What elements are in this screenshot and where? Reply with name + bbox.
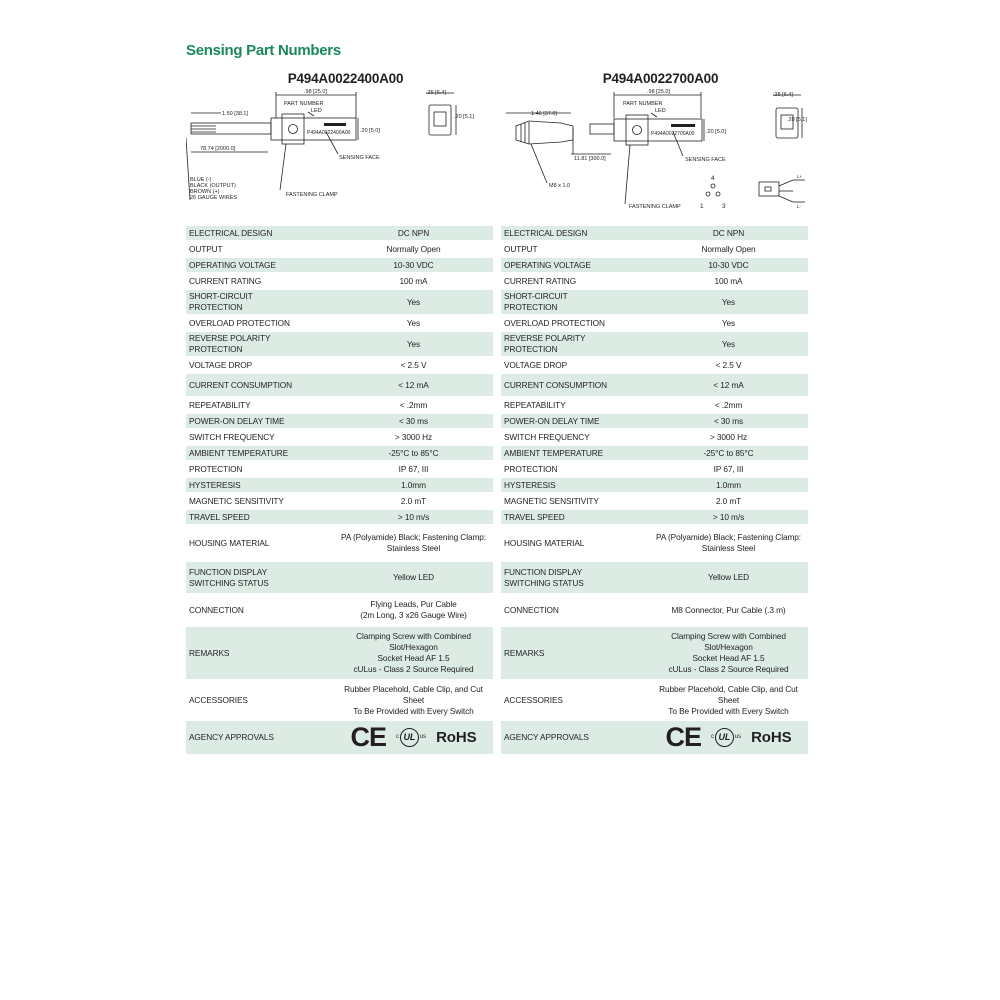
sensor-flying-leads-drawing <box>186 88 493 220</box>
spec-row-voltage-drop <box>501 358 808 372</box>
schematic-minus-label: L- <box>797 204 802 209</box>
spec-value <box>649 721 808 754</box>
spec-label: REMARKS <box>186 627 334 679</box>
spec-label: VOLTAGE DROP <box>504 359 568 370</box>
spec-label-line: SHORT-CIRCUIT <box>504 291 568 301</box>
spec-row-operating-voltage <box>186 258 493 272</box>
spec-row-protection <box>186 462 493 476</box>
spec-value <box>649 562 808 593</box>
dim-height-label: .20 [5.0] <box>706 129 726 135</box>
spec-value <box>334 332 493 356</box>
pin-1-label: 1 <box>700 203 704 210</box>
spec-value-line: 10-30 VDC <box>708 259 749 270</box>
spec-label-line: REVERSE POLARITY <box>189 333 271 343</box>
spec-label: OUTPUT <box>504 243 538 254</box>
spec-label: CONNECTION <box>504 604 559 615</box>
spec-value-line: Yes <box>406 317 421 328</box>
spec-value <box>649 274 808 288</box>
spec-value <box>649 290 808 314</box>
spec-label: POWER-ON DELAY TIME <box>501 414 649 428</box>
dim-length-label: .98 [25.0] <box>304 89 327 95</box>
spec-label: ELECTRICAL DESIGN <box>501 226 649 240</box>
spec-value <box>334 446 493 460</box>
spec-row-magnetic-sensitivity <box>501 494 808 508</box>
spec-label <box>501 332 649 356</box>
spec-value <box>649 258 808 272</box>
spec-label-line: FUNCTION DISPLAY <box>189 566 267 577</box>
led-callout: LED <box>655 108 666 114</box>
spec-value-line: 100 mA <box>714 275 743 286</box>
spec-value-line: Clamping Screw with Combined Slot/Hexagon <box>671 631 786 652</box>
dim-height-label: .20 [5.0] <box>360 128 380 134</box>
spec-value-line: IP 67, III <box>713 463 744 474</box>
spec-row-repeatability <box>501 398 808 412</box>
fastening-clamp-callout: FASTENING CLAMP <box>629 204 681 210</box>
spec-value <box>649 595 808 625</box>
spec-label: OUTPUT <box>189 243 223 254</box>
sensor-connector-drawing <box>501 88 808 220</box>
rohs-logo: RoHS <box>436 729 477 746</box>
spec-row-repeatability <box>186 398 493 412</box>
spec-value-line: Socket Head AF 1.5 <box>377 653 450 663</box>
spec-label-line: PROTECTION <box>189 302 243 312</box>
spec-row-magnetic-sensitivity <box>186 494 493 508</box>
spec-row-current-consumption <box>501 374 808 396</box>
approval-logos <box>652 722 805 752</box>
spec-value-line: M8 Connector, Pur Cable (.3 m) <box>671 604 786 615</box>
spec-label: CURRENT RATING <box>189 275 262 286</box>
ce-mark-logo: CE <box>665 722 702 752</box>
dim-cable-long-label: 11.81 [300.0] <box>574 156 606 162</box>
spec-label: CURRENT RATING <box>504 275 577 286</box>
spec-value <box>334 258 493 272</box>
spec-value-line: < 30 ms <box>398 415 429 426</box>
spec-row-connection <box>501 595 808 625</box>
spec-label: OVERLOAD PROTECTION <box>504 317 605 328</box>
spec-row-short-circuit-protection <box>501 290 808 314</box>
spec-value <box>334 226 493 240</box>
spec-label: REMARKS <box>501 627 649 679</box>
spec-label: TRAVEL SPEED <box>501 510 649 524</box>
spec-row-connection <box>186 595 493 625</box>
spec-row-agency-approvals <box>501 721 808 754</box>
spec-label: SWITCH FREQUENCY <box>504 431 590 442</box>
cul-us-logo <box>711 728 741 747</box>
ul-c-text: c <box>711 734 714 740</box>
spec-row-accessories <box>186 681 493 719</box>
spec-label <box>186 332 334 356</box>
part-number-title: P494A0022400A00 <box>287 71 404 86</box>
spec-row-hysteresis <box>501 478 808 492</box>
spec-label: HOUSING MATERIAL <box>504 537 585 548</box>
spec-row-ambient-temperature <box>186 446 493 460</box>
spec-label: OPERATING VOLTAGE <box>186 258 334 272</box>
page-title: Sensing Part Numbers <box>186 42 341 59</box>
spec-value-line: IP 67, III <box>398 463 429 474</box>
product-right <box>501 70 808 756</box>
spec-value <box>649 358 808 372</box>
spec-value <box>649 526 808 560</box>
spec-value <box>334 274 493 288</box>
dim-side-width-label: .25 [6.4] <box>773 92 793 98</box>
spec-value <box>334 595 493 625</box>
spec-label: AMBIENT TEMPERATURE <box>186 446 334 460</box>
spec-row-current-consumption <box>186 374 493 396</box>
spec-row-overload-protection <box>186 316 493 330</box>
spec-value <box>334 290 493 314</box>
spec-value-line: Yes <box>721 296 736 307</box>
spec-value-line: DC NPN <box>397 227 430 238</box>
spec-label: CURRENT CONSUMPTION <box>186 374 334 396</box>
spec-value-line: -25°C to 85°C <box>388 447 439 458</box>
spec-value <box>334 721 493 754</box>
spec-label: VOLTAGE DROP <box>189 359 253 370</box>
spec-row-power-on-delay-time <box>186 414 493 428</box>
spec-value <box>649 681 808 719</box>
spec-row-electrical-design <box>186 226 493 240</box>
spec-row-operating-voltage <box>501 258 808 272</box>
dim-cable-short-label: 1.50 [38.1] <box>222 111 248 117</box>
spec-value-line: Yes <box>721 338 736 349</box>
spec-value <box>649 414 808 428</box>
spec-value-line: < 2.5 V <box>400 359 427 370</box>
part-number-callout: PART NUMBER <box>284 101 324 107</box>
fastening-clamp-callout: FASTENING CLAMP <box>286 192 338 198</box>
schematic-plus-label: L+ <box>797 174 803 179</box>
spec-value-line: > 10 m/s <box>397 511 430 522</box>
spec-row-remarks <box>186 627 493 679</box>
spec-value-line: 1.0mm <box>716 479 741 490</box>
spec-value-line: Stainless Steel <box>386 543 441 553</box>
spec-row-switch-frequency <box>186 430 493 444</box>
spec-label: REPEATABILITY <box>504 399 566 410</box>
spec-value <box>334 398 493 412</box>
spec-value <box>334 374 493 396</box>
spec-value-line: To Be Provided with Every Switch <box>668 705 789 716</box>
spec-value-line: Yes <box>406 296 421 307</box>
spec-row-accessories <box>501 681 808 719</box>
spec-value <box>649 494 808 508</box>
spec-label: OVERLOAD PROTECTION <box>189 317 290 328</box>
spec-value <box>334 526 493 560</box>
dim-cable-short-label: 1.46 [37.0] <box>531 111 557 117</box>
wire-black-label: BLACK (OUTPUT) <box>190 183 236 189</box>
dim-side-height-label: .20 [5.1] <box>787 117 807 123</box>
spec-row-agency-approvals <box>186 721 493 754</box>
dimension-drawing-right <box>501 88 808 220</box>
spec-value-line: 1.0mm <box>401 479 426 490</box>
part-number-callout: PART NUMBER <box>623 101 663 107</box>
spec-value-line: Normally Open <box>701 243 756 254</box>
ce-mark-logo: CE <box>350 722 387 752</box>
dim-length-label: .98 [25.0] <box>647 89 670 95</box>
spec-label: MAGNETIC SENSITIVITY <box>189 495 284 506</box>
spec-row-overload-protection <box>501 316 808 330</box>
spec-value-line: < 12 mA <box>713 379 744 390</box>
spec-value <box>334 681 493 719</box>
spec-row-voltage-drop <box>186 358 493 372</box>
dim-side-height-label: .20 [5.1] <box>454 114 474 120</box>
ul-us-text: us <box>419 734 427 740</box>
wire-gauge-label: 26 GAUGE WIRES <box>190 195 238 201</box>
spec-label: HYSTERESIS <box>501 478 649 492</box>
spec-row-current-rating <box>501 274 808 288</box>
spec-row-reverse-polarity-protection <box>501 332 808 356</box>
spec-table-left <box>186 224 493 756</box>
product-left <box>186 70 493 756</box>
approval-logos <box>337 722 490 752</box>
spec-row-hysteresis <box>186 478 493 492</box>
spec-row-housing-material <box>186 526 493 560</box>
spec-value-line: DC NPN <box>712 227 745 238</box>
spec-label <box>501 290 649 314</box>
spec-label-line: SWITCHING STATUS <box>504 577 584 588</box>
spec-row-ambient-temperature <box>501 446 808 460</box>
spec-label: PROTECTION <box>189 463 243 474</box>
spec-value <box>649 446 808 460</box>
spec-value <box>649 374 808 396</box>
spec-value-line: Socket Head AF 1.5 <box>692 653 765 663</box>
spec-row-function-display-switching-status <box>501 562 808 593</box>
cul-us-logo <box>396 728 426 747</box>
spec-value <box>649 398 808 412</box>
spec-value <box>649 627 808 679</box>
spec-label-line: SWITCHING STATUS <box>189 577 269 588</box>
spec-value-line: Normally Open <box>386 243 441 254</box>
spec-row-output <box>186 242 493 256</box>
spec-value-line: < .2mm <box>714 399 743 410</box>
led-callout: LED <box>311 108 322 114</box>
spec-value-line: > 3000 Hz <box>709 431 748 442</box>
spec-label-line: FUNCTION DISPLAY <box>504 566 582 577</box>
spec-value-line: > 10 m/s <box>712 511 745 522</box>
spec-label <box>186 290 334 314</box>
body-part-number-text: P494A0022400A00 <box>307 130 351 136</box>
spec-value-line: Yellow LED <box>707 572 750 582</box>
spec-label: MAGNETIC SENSITIVITY <box>504 495 599 506</box>
ul-c-text: c <box>396 734 399 740</box>
spec-value <box>334 478 493 492</box>
spec-label-line: PROTECTION <box>189 344 243 354</box>
rohs-logo: RoHS <box>751 729 792 746</box>
spec-row-power-on-delay-time <box>501 414 808 428</box>
spec-value <box>649 510 808 524</box>
spec-row-remarks <box>501 627 808 679</box>
spec-value-line: < 30 ms <box>713 415 744 426</box>
spec-value-line: < 12 mA <box>398 379 429 390</box>
spec-label: ACCESSORIES <box>504 694 563 705</box>
spec-label: CONNECTION <box>189 604 244 615</box>
spec-value-line: < .2mm <box>399 399 428 410</box>
dim-cable-long-label: 78.74 [2000.0] <box>200 146 236 152</box>
spec-row-switch-frequency <box>501 430 808 444</box>
body-part-number-text: P494A0022700A00 <box>651 131 695 137</box>
spec-value-line: Flying Leads, Pur Cable <box>370 599 457 609</box>
spec-label: OPERATING VOLTAGE <box>501 258 649 272</box>
spec-value-line: Clamping Screw with Combined Slot/Hexagon <box>356 631 471 652</box>
dimension-drawing-left <box>186 88 493 220</box>
part-number-title: P494A0022700A00 <box>602 71 719 86</box>
spec-value-line: Yes <box>406 338 421 349</box>
wire-brown-label: BROWN (+) <box>190 189 220 195</box>
spec-label-line: SHORT-CIRCUIT <box>189 291 253 301</box>
spec-label: SWITCH FREQUENCY <box>189 431 275 442</box>
spec-label <box>186 562 334 593</box>
spec-value <box>649 226 808 240</box>
spec-value <box>334 562 493 593</box>
spec-label: REPEATABILITY <box>189 399 251 410</box>
spec-value-line: 100 mA <box>399 275 428 286</box>
spec-label: PROTECTION <box>504 463 558 474</box>
spec-value-line: > 3000 Hz <box>394 431 433 442</box>
spec-label: HOUSING MATERIAL <box>189 537 270 548</box>
spec-value-line: PA (Polyamide) Black; Fastening Clamp: <box>656 532 801 542</box>
sensing-face-callout: SENSING FACE <box>339 155 380 161</box>
spec-label: AGENCY APPROVALS <box>501 721 649 754</box>
pin-4-label: 4 <box>711 175 715 182</box>
spec-value-line: Stainless Steel <box>701 543 756 553</box>
spec-value <box>334 510 493 524</box>
spec-label <box>501 562 649 593</box>
spec-row-function-display-switching-status <box>186 562 493 593</box>
ul-mark: UL <box>715 728 734 747</box>
spec-table-right <box>501 224 808 756</box>
spec-value <box>334 494 493 508</box>
spec-label: TRAVEL SPEED <box>186 510 334 524</box>
spec-value <box>649 462 808 476</box>
spec-value <box>334 430 493 444</box>
spec-value <box>334 414 493 428</box>
spec-value-line: cULus - Class 2 Source Required <box>668 664 789 674</box>
spec-value-line: 10-30 VDC <box>393 259 434 270</box>
spec-label: HYSTERESIS <box>186 478 334 492</box>
spec-label: POWER-ON DELAY TIME <box>186 414 334 428</box>
spec-label: CURRENT CONSUMPTION <box>501 374 649 396</box>
spec-value <box>334 627 493 679</box>
spec-value-line: Rubber Placehold, Cable Clip, and Cut Sheet <box>344 683 483 705</box>
spec-value-line: Yes <box>721 317 736 328</box>
spec-value <box>334 462 493 476</box>
spec-value <box>334 242 493 256</box>
spec-value <box>649 332 808 356</box>
spec-value-line: 2.0 mT <box>715 495 742 506</box>
dim-side-width-label: .25 [6.4] <box>426 90 446 96</box>
spec-value <box>649 242 808 256</box>
spec-value-line: -25°C to 85°C <box>703 447 754 458</box>
spec-row-housing-material <box>501 526 808 560</box>
spec-value <box>649 430 808 444</box>
spec-value <box>334 316 493 330</box>
spec-value <box>649 478 808 492</box>
spec-row-travel-speed <box>186 510 493 524</box>
spec-label: ELECTRICAL DESIGN <box>186 226 334 240</box>
spec-value-line: < 2.5 V <box>715 359 742 370</box>
pin-3-label: 3 <box>722 203 726 210</box>
spec-label: AMBIENT TEMPERATURE <box>501 446 649 460</box>
spec-row-current-rating <box>186 274 493 288</box>
wire-blue-label: BLUE (-) <box>190 177 212 183</box>
spec-value-line: PA (Polyamide) Black; Fastening Clamp: <box>341 532 486 542</box>
spec-value <box>649 316 808 330</box>
spec-label: AGENCY APPROVALS <box>186 721 334 754</box>
spec-row-short-circuit-protection <box>186 290 493 314</box>
ul-mark: UL <box>400 728 419 747</box>
spec-row-reverse-polarity-protection <box>186 332 493 356</box>
spec-row-electrical-design <box>501 226 808 240</box>
spec-value-line: (2m Long, 3 x26 Gauge Wire) <box>360 610 467 620</box>
spec-label-line: PROTECTION <box>504 302 558 312</box>
spec-value-line: 2.0 mT <box>400 495 427 506</box>
spec-row-output <box>501 242 808 256</box>
spec-row-protection <box>501 462 808 476</box>
sensing-face-callout: SENSING FACE <box>685 157 726 163</box>
spec-label: ACCESSORIES <box>189 694 248 705</box>
spec-value <box>334 358 493 372</box>
connector-thread-label: M8 x 1.0 <box>549 183 571 189</box>
spec-value-line: Rubber Placehold, Cable Clip, and Cut Sheet <box>659 683 798 705</box>
spec-value-line: Yellow LED <box>392 572 435 582</box>
spec-row-travel-speed <box>501 510 808 524</box>
spec-label-line: PROTECTION <box>504 344 558 354</box>
spec-value-line: cULus - Class 2 Source Required <box>353 664 474 674</box>
spec-value-line: To Be Provided with Every Switch <box>353 705 474 716</box>
spec-label-line: REVERSE POLARITY <box>504 333 586 343</box>
ul-us-text: us <box>734 734 742 740</box>
